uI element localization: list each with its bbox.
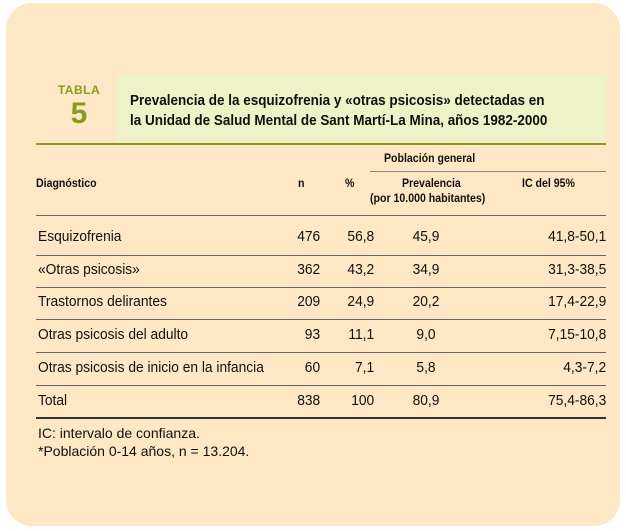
cell-pct: 56,8 xyxy=(347,229,374,245)
cell-prevalencia: 34,9 xyxy=(412,262,440,278)
header-pct: % xyxy=(345,178,355,190)
header-prevalencia: Prevalencia xyxy=(402,178,461,190)
cell-n: 362 xyxy=(297,262,320,278)
title-line-1: Prevalencia de la esquizofrenia y «otras psicosis» detectadas en xyxy=(130,93,545,109)
cell-prevalencia: 80,9 xyxy=(412,393,440,409)
title-line-2: la Unidad de Salud Mental de Sant Martí-La Mina, años 1982-2000 xyxy=(130,113,548,129)
header-rule xyxy=(36,215,606,216)
table-row xyxy=(36,327,606,347)
cell-pct: 7,1 xyxy=(354,360,374,376)
note-ic: IC: intervalo de confianza. xyxy=(38,425,200,441)
table-notes xyxy=(38,424,249,460)
header-ic: IC del 95% xyxy=(522,178,575,190)
table-row xyxy=(36,262,606,282)
header-prevalencia-sub: (por 10.000 habitantes) xyxy=(370,193,486,205)
table-row xyxy=(36,294,606,314)
cell-n: 209 xyxy=(297,294,320,310)
cell-n: 60 xyxy=(304,360,320,376)
header-group-rule xyxy=(370,171,606,172)
table-tag-label: TABLA xyxy=(57,83,101,97)
cell-prevalencia: 45,9 xyxy=(412,229,440,245)
cell-pct: 24,9 xyxy=(347,294,374,310)
header-n: n xyxy=(298,178,305,190)
table-row-total xyxy=(36,393,606,413)
table-row xyxy=(36,360,606,380)
table-bottom-rule xyxy=(36,417,606,419)
cell-diagnostico: Trastornos delirantes xyxy=(38,294,167,310)
cell-diagnostico: Otras psicosis de inicio en la infancia xyxy=(38,360,264,376)
note-poblacion: *Población 0-14 años, n = 13.204. xyxy=(38,443,250,459)
table-title xyxy=(130,91,567,131)
cell-ic: 17,4-22,9 xyxy=(547,294,606,310)
cell-diagnostico: «Otras psicosis» xyxy=(38,262,140,278)
title-underline xyxy=(36,143,606,145)
cell-diagnostico: Total xyxy=(38,393,68,409)
cell-n: 838 xyxy=(297,393,320,409)
header-poblacion-general: Población general xyxy=(384,153,476,165)
cell-diagnostico: Otras psicosis del adulto xyxy=(38,327,189,343)
cell-pct: 11,1 xyxy=(348,327,374,343)
cell-ic: 41,8-50,1 xyxy=(547,229,606,245)
title-band xyxy=(116,74,606,142)
row-rule xyxy=(36,255,606,256)
row-rule xyxy=(36,352,606,353)
table-card xyxy=(6,3,620,526)
cell-n: 476 xyxy=(297,229,320,245)
cell-prevalencia: 20,2 xyxy=(412,294,440,310)
header-diagnostico: Diagnóstico xyxy=(36,178,97,190)
cell-ic: 4,3-7,2 xyxy=(563,360,606,376)
row-rule xyxy=(36,319,606,320)
row-rule xyxy=(36,287,606,288)
table-row xyxy=(36,229,606,249)
cell-pct: 100 xyxy=(351,393,374,409)
cell-ic: 31,3-38,5 xyxy=(547,262,606,278)
cell-ic: 75,4-86,3 xyxy=(547,393,606,409)
row-rule xyxy=(36,385,606,386)
table-tag xyxy=(48,75,110,137)
cell-prevalencia: 9,0 xyxy=(416,327,436,343)
table-tag-number: 5 xyxy=(70,97,88,130)
cell-prevalencia: 5,8 xyxy=(416,360,436,376)
cell-ic: 7,15-10,8 xyxy=(547,327,606,343)
cell-diagnostico: Esquizofrenia xyxy=(38,229,122,245)
cell-pct: 43,2 xyxy=(347,262,374,278)
cell-n: 93 xyxy=(304,327,320,343)
